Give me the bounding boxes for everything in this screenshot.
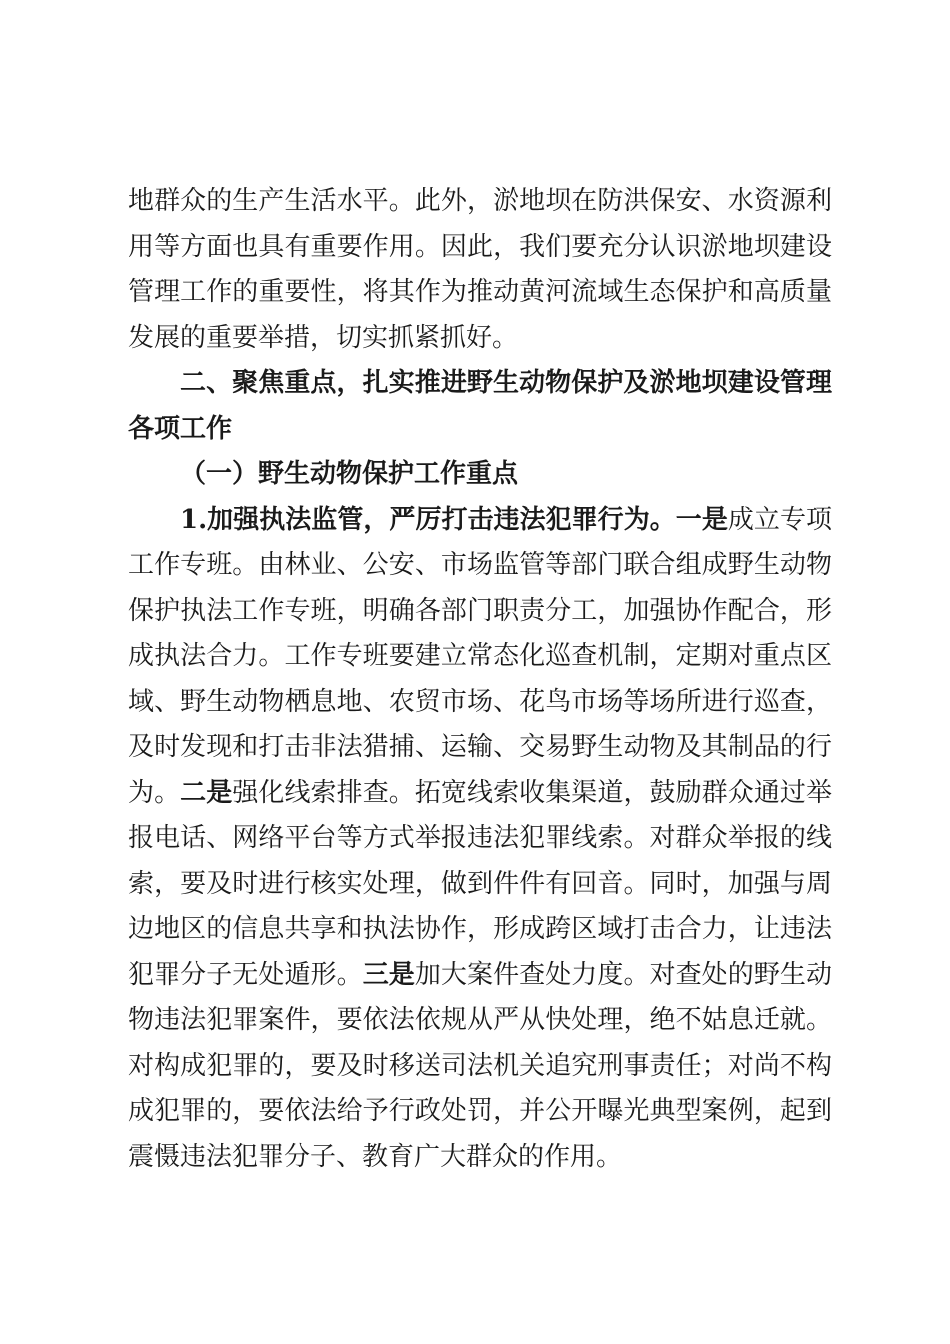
- paragraph-line: 边地区的信息共享和执法协作，形成跨区域打击合力，让违法: [128, 914, 832, 944]
- paragraph-line: 地群众的生产生活水平。此外，淤地坝在防洪保安、水资源利: [128, 186, 832, 216]
- line-text: 强化线索排查。拓宽线索收集渠道，鼓励群众通过举: [232, 777, 832, 808]
- paragraph-line: [128, 953, 832, 999]
- paragraph-line: 管理工作的重要性，将其作为推动黄河流域生态保护和高质量: [128, 277, 832, 307]
- item-first-line: [128, 498, 832, 544]
- paragraph-line: 震慑违法犯罪分子、教育广大群众的作用。: [128, 1141, 623, 1172]
- item-label-third: 三是: [362, 959, 415, 990]
- paragraph-line: 及时发现和打击非法猎捕、运输、交易野生动物及其制品的行: [128, 732, 832, 762]
- paragraph-line: 保护执法工作专班，明确各部门职责分工，加强协作配合，形: [128, 595, 832, 626]
- paragraph-line: 物违法犯罪案件，要依法依规从严从快处理，绝不姑息迁就。: [128, 1005, 832, 1035]
- paragraph-line: 域、野生动物栖息地、农贸市场、花鸟市场等场所进行巡查，: [128, 686, 832, 717]
- item-label-second: 二是: [180, 777, 233, 808]
- document-body: [128, 179, 832, 1180]
- paragraph-line: 成犯罪的，要依法给予行政处罚，并公开曝光典型案例，起到: [128, 1096, 832, 1126]
- paragraph-line: 报电话、网络平台等方式举报违法犯罪线索。对群众举报的线: [128, 823, 832, 853]
- paragraph-line: [128, 771, 832, 817]
- item-title: 1.加强执法监管，严厉打击违法犯罪行为。: [180, 504, 676, 535]
- line-text: 加大案件查处力度。对查处的野生动: [414, 959, 832, 990]
- paragraph-line: 对构成犯罪的，要及时移送司法机关追究刑事责任；对尚不构: [128, 1050, 832, 1081]
- paragraph-line: 工作专班。由林业、公安、市场监管等部门联合组成野生动物: [128, 550, 832, 580]
- line-text: 为。: [128, 777, 181, 808]
- paragraph-line: 索，要及时进行核实处理，做到件件有回音。同时，加强与周: [128, 868, 832, 899]
- paragraph-line: 成执法合力。工作专班要建立常态化巡查机制，定期对重点区: [128, 641, 832, 671]
- line-text: 犯罪分子无处遁形。: [128, 959, 363, 990]
- section-heading: 二、聚焦重点，扎实推进野生动物保护及淤地坝建设管理: [180, 368, 832, 398]
- item-text: 成立专项: [727, 504, 832, 535]
- subsection-heading: （一）野生动物保护工作重点: [180, 459, 519, 489]
- section-heading-continued: 各项工作: [128, 413, 233, 444]
- item-label-first: 一是: [675, 504, 728, 535]
- paragraph-line: 发展的重要举措，切实抓紧抓好。: [128, 322, 519, 353]
- paragraph-line: 用等方面也具有重要作用。因此，我们要充分认识淤地坝建设: [128, 231, 832, 262]
